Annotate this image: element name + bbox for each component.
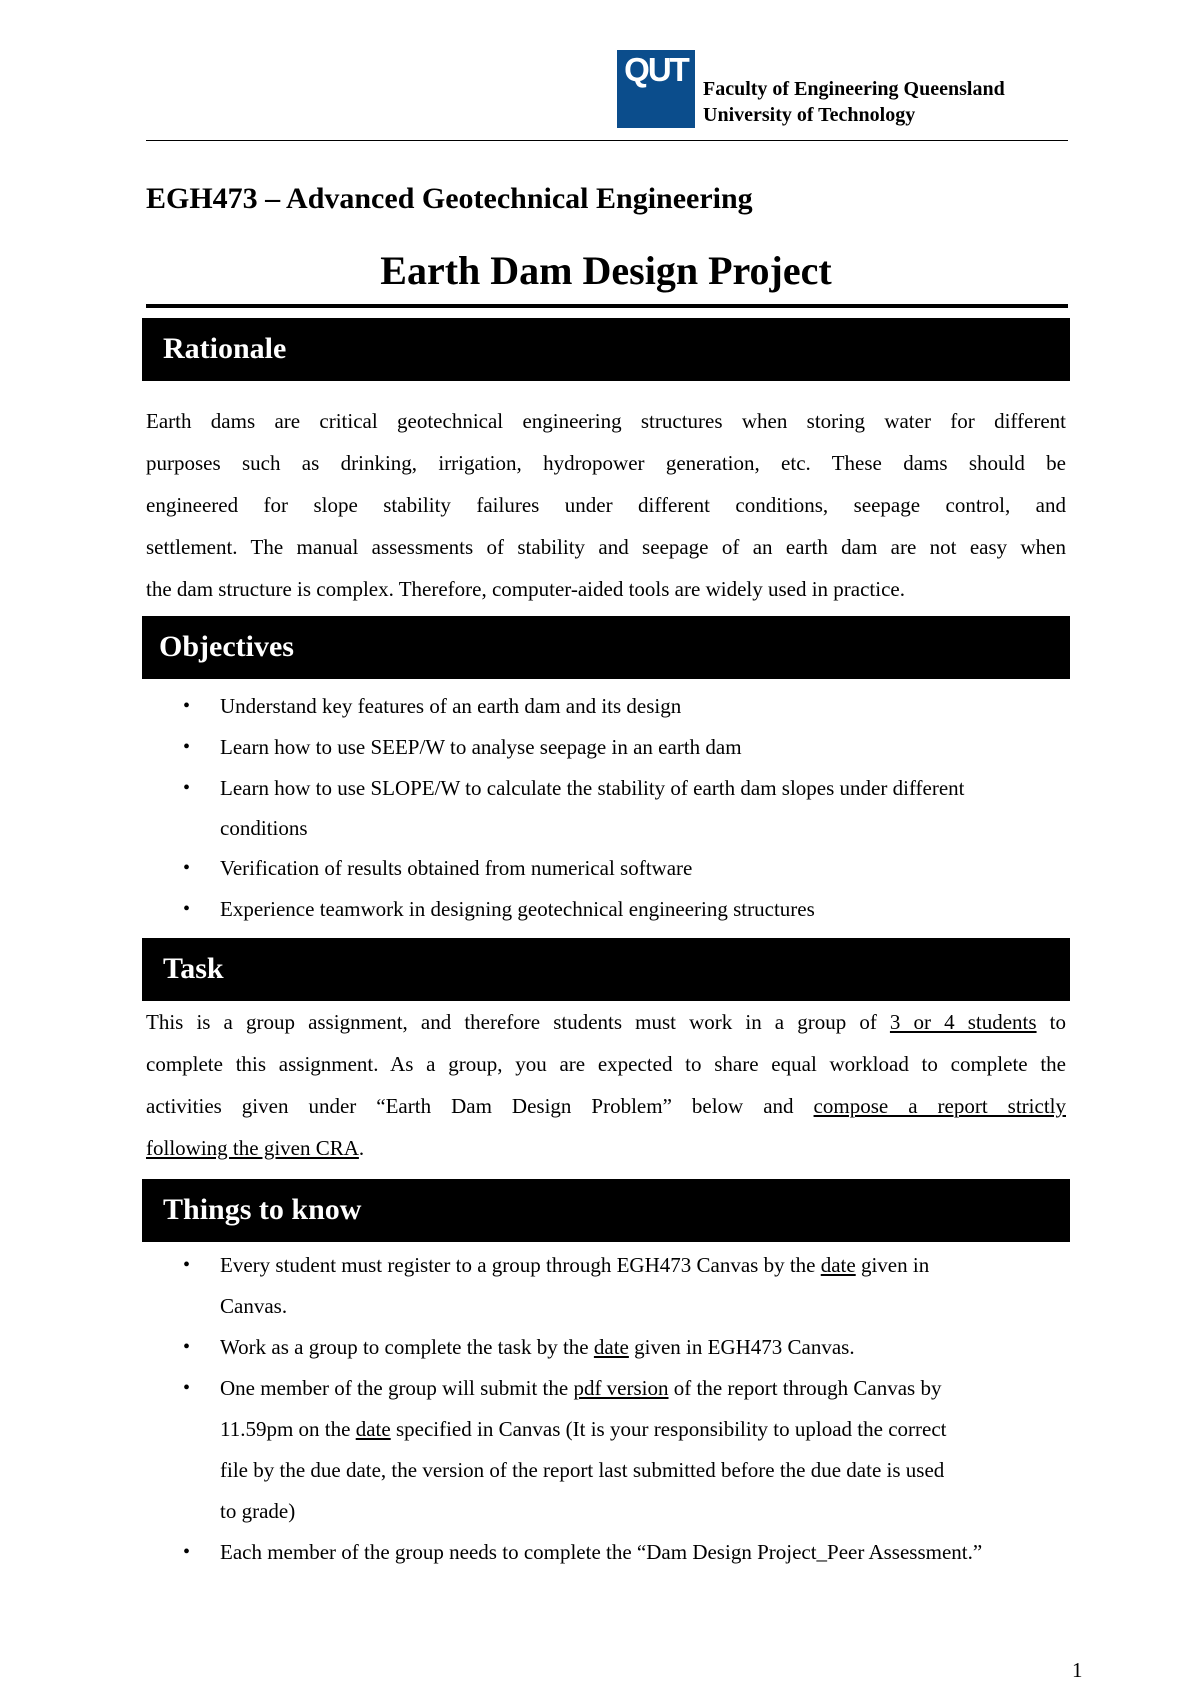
objectives-heading-bar [142,616,1070,679]
faculty-name [703,76,1005,128]
bullet-icon: • [183,1541,191,1563]
rationale-line: engineered for slope stability failures under different conditions, seepage control, and [146,493,1066,517]
bullet-icon: • [183,736,191,758]
header-divider [146,140,1068,141]
rationale-heading: Rationale [163,332,287,365]
list-item: • Understand key features of an earth dam and its design [146,686,1076,727]
report-emphasis: compose a report strictly [813,1094,1066,1118]
list-item: • Learn how to use SEEP/W to analyse seepage in an earth dam [146,727,1076,768]
rationale-line: Earth dams are critical geotechnical engineering structures when storing water for different [146,409,1066,433]
task-line: This is a group assignment, and therefore students must work in a group of 3 or 4 students to [146,1010,1067,1034]
bullet-icon: • [183,695,191,717]
faculty-line-2: University of Technology [703,104,916,126]
task-paragraph [146,1001,1066,1169]
task-line: activities given under “Earth Dam Design Problem” below and compose a report strictly [146,1094,1066,1118]
list-item: • Every student must register to a group through EGH473 Canvas by the date given in Canvas. [146,1245,1076,1327]
list-item: • Each member of the group needs to complete the “Dam Design Project_Peer Assessment.” [146,1532,1076,1573]
things-heading-bar [142,1179,1070,1242]
course-title: EGH473 – Advanced Geotechnical Engineering [146,182,753,215]
objectives-list [146,686,1076,930]
bullet-icon: • [183,857,191,879]
task-line: following the given CRA. [146,1136,365,1160]
task-line: complete this assignment. As a group, you are expected to share equal workload to complete the [146,1052,1066,1076]
things-list [146,1245,1076,1573]
cra-emphasis: following the given CRA [146,1136,359,1160]
bullet-icon: • [183,777,191,799]
rationale-line: settlement. The manual assessments of stability and seepage of an earth dam are not easy when [146,535,1066,559]
page-number: 1 [1072,1658,1083,1682]
rationale-paragraph [146,400,1066,610]
group-size-emphasis: 3 or 4 students [889,1010,1037,1034]
bullet-icon: • [183,1336,191,1358]
list-item: • Learn how to use SLOPE/W to calculate the stability of earth dam slopes under different conditions [146,768,1076,848]
list-item: • Work as a group to complete the task by the date given in EGH473 Canvas. [146,1327,1076,1368]
bullet-icon: • [183,1377,191,1399]
bullet-icon: • [183,1254,191,1276]
task-heading-bar [142,938,1070,1001]
faculty-line-1: Faculty of Engineering Queensland [703,78,1005,100]
project-title: Earth Dam Design Project [380,248,832,293]
rationale-line: purposes such as drinking, irrigation, hydropower generation, etc. These dams should be [146,451,1066,475]
rationale-heading-bar [142,318,1070,381]
list-item: • Experience teamwork in designing geotechnical engineering structures [146,889,1076,930]
list-item: • Verification of results obtained from numerical software [146,848,1076,889]
objectives-heading: Objectives [159,630,294,663]
title-divider [146,304,1068,308]
bullet-icon: • [183,898,191,920]
logo-text: QUT [624,51,688,88]
task-heading: Task [163,952,224,985]
list-item: • One member of the group will submit the pdf version of the report through Canvas by 11.59pm on the date specified in Canvas (It is your responsibility to upload the correct file by the due date, the version of the report last submitted before the due date is used to grade) [146,1368,1076,1532]
things-heading: Things to know [163,1193,362,1226]
qut-logo [617,50,695,128]
rationale-line: the dam structure is complex. Therefore, computer-aided tools are widely used in practice. [146,577,905,601]
